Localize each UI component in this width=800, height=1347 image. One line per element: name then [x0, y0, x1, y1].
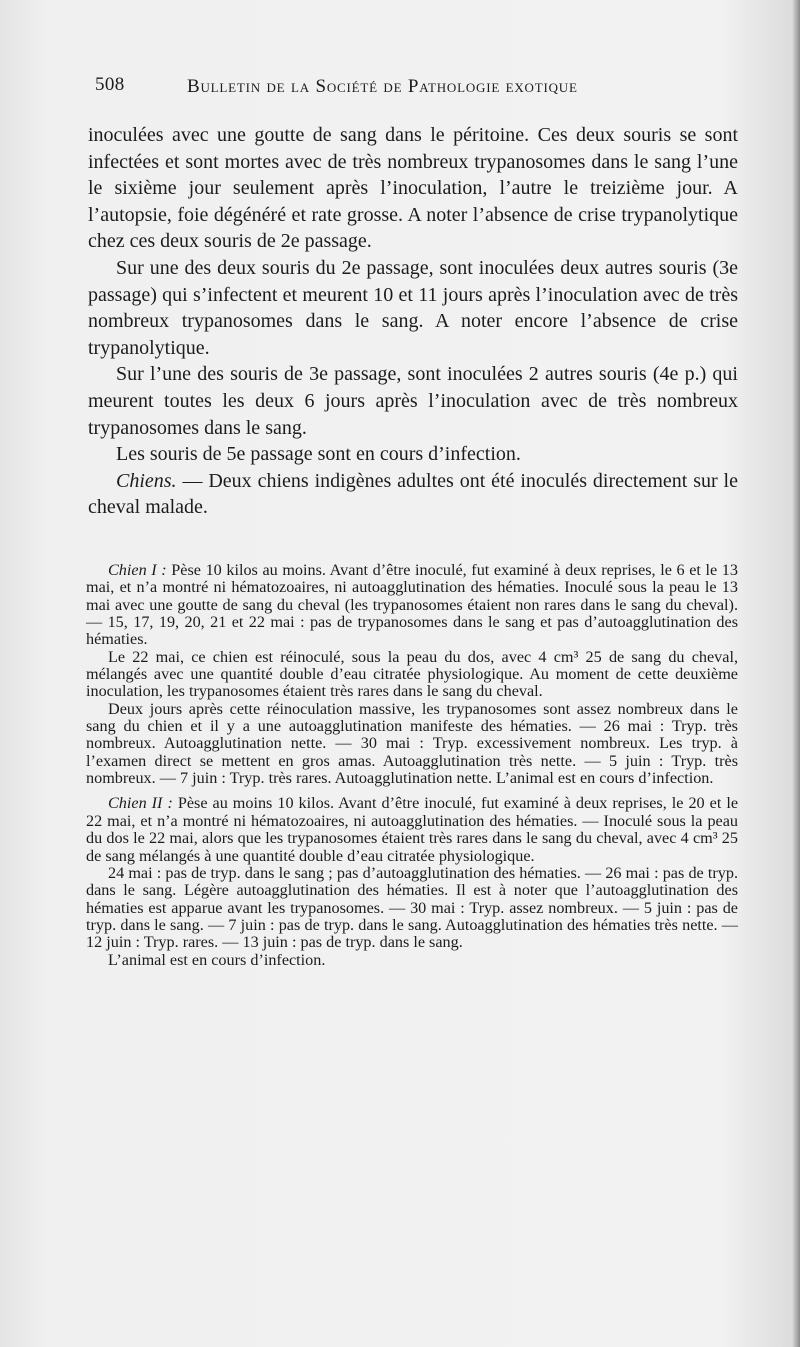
paragraph-souris-2e-passage: inoculées avec une goutte de sang dans le péritoine. Ces deux souris se sont infectées et sont mortes avec de très nombreux trypanosomes dans le sang l’une le sixième jour seulement après l’inoculation, l’autre le treizième jour. A l’autopsie, foie dégénéré et rate grosse. A noter l’absence de crise trypanolytique chez ces deux souris de 2e passage. [88, 124, 738, 253]
page-number: 508 [95, 74, 125, 95]
paragraph-souris-4e-passage: Sur l’une des souris de 3e passage, sont inoculées 2 autres souris (4e p.) qui meurent toutes les deux 6 jours après l’inoculation avec de très nombreux trypanosomes dans le sang. [88, 363, 738, 439]
chien-1-text: Pèse 10 kilos au moins. Avant d’être inoculé, fut examiné à deux reprises, le 6 et le 13 mai, et n’a montré ni hématozoaires, ni autoagglutination des hématies. Inoculé sous la peau le 13 mai avec une goutte de sang du cheval (les trypanosomes étaient non rares dans le sang du cheval). — 15, 17, 19, 20, 21 et 22 mai : pas de trypanosomes dans le sang et pas d’autoagglutination des hématies. [86, 561, 738, 649]
chiens-text: — Deux chiens indigènes adultes ont été inoculés directement sur le cheval malade. [88, 469, 738, 519]
paragraph-chiens [88, 468, 738, 521]
chien-2-paragraph-2: 24 mai : pas de tryp. dans le sang ; pas d’autoagglutination des hématies. — 26 mai : pas de tryp. dans le sang. Légère autoagglutination des hématies. Il est à noter que l’autoagglutination des hématies est apparue avant les trypanosomes. — 30 mai : Tryp. assez nombreux. — 5 juin : pas de tryp. dans le sang. — 7 juin : pas de tryp. dans le sang. Autoagglutination des hématies très nette. — 12 juin : Tryp. rares. — 13 juin : pas de tryp. dans le sang. [86, 863, 738, 952]
chien-1-label: Chien I : [108, 561, 167, 579]
main-text [88, 122, 738, 521]
observations-text [86, 562, 738, 969]
chien-1-paragraph-1 [86, 562, 738, 649]
chien-1-paragraph-3: Deux jours après cette réinoculation massive, les trypanosomes sont assez nombreux dans le sang du chien et il y a une autoagglutination manifeste des hématies. — 26 mai : Tryp. très nombreux. Autoagglutination nette. — 30 mai : Tryp. excessivement nombreux. Les tryp. à l’examen direct se mettent en gros amas. Autoagglutination très nette. — 5 juin : Tryp. très nombreux. — 7 juin : Tryp. très rares. Autoagglutination nette. L’animal est en cours d’infection. [86, 699, 738, 788]
chiens-label: Chiens. [116, 469, 177, 492]
paragraph-souris-3e-passage: Sur une des deux souris du 2e passage, sont inoculées deux autres souris (3e passage) qui s’infectent et meurent 10 et 11 jours après l’inoculation avec de très nombreux trypanosomes dans le sang. A noter encore l’absence de crise trypanolytique. [88, 256, 738, 359]
chien-2-paragraph-3: L’animal est en cours d’infection. [108, 950, 326, 969]
chien-2-label: Chien II : [108, 794, 173, 813]
paragraph-souris-5e-passage: Les souris de 5e passage sont en cours d’infection. [116, 443, 521, 466]
chien-2-paragraph-1 [86, 795, 738, 864]
chien-1-paragraph-2: Le 22 mai, ce chien est réinoculé, sous la peau du dos, avec 4 cm³ 25 de sang du cheval, mélangés avec une quantité double d’eau citratée physiologique. Au moment de cette deuxième inoculation, les trypanosomes étaient très rares dans le sang du cheval. [86, 647, 738, 701]
running-title: Bulletin de la Société de Pathologie exotique [187, 76, 578, 97]
chien-2-text: Pèse au moins 10 kilos. Avant d’être inoculé, fut examiné à deux reprises, le 20 et le 22 mai, et n’a montré ni hématozoaires, ni autoagglutination des hématies. — Inoculé sous la peau du dos le 22 mai, alors que les trypanosomes étaient très rares dans le sang du cheval, avec 4 cm³ 25 de sang mélangés à une quantité double d’eau citratée physiologique. [86, 794, 738, 865]
page-header [95, 74, 655, 104]
